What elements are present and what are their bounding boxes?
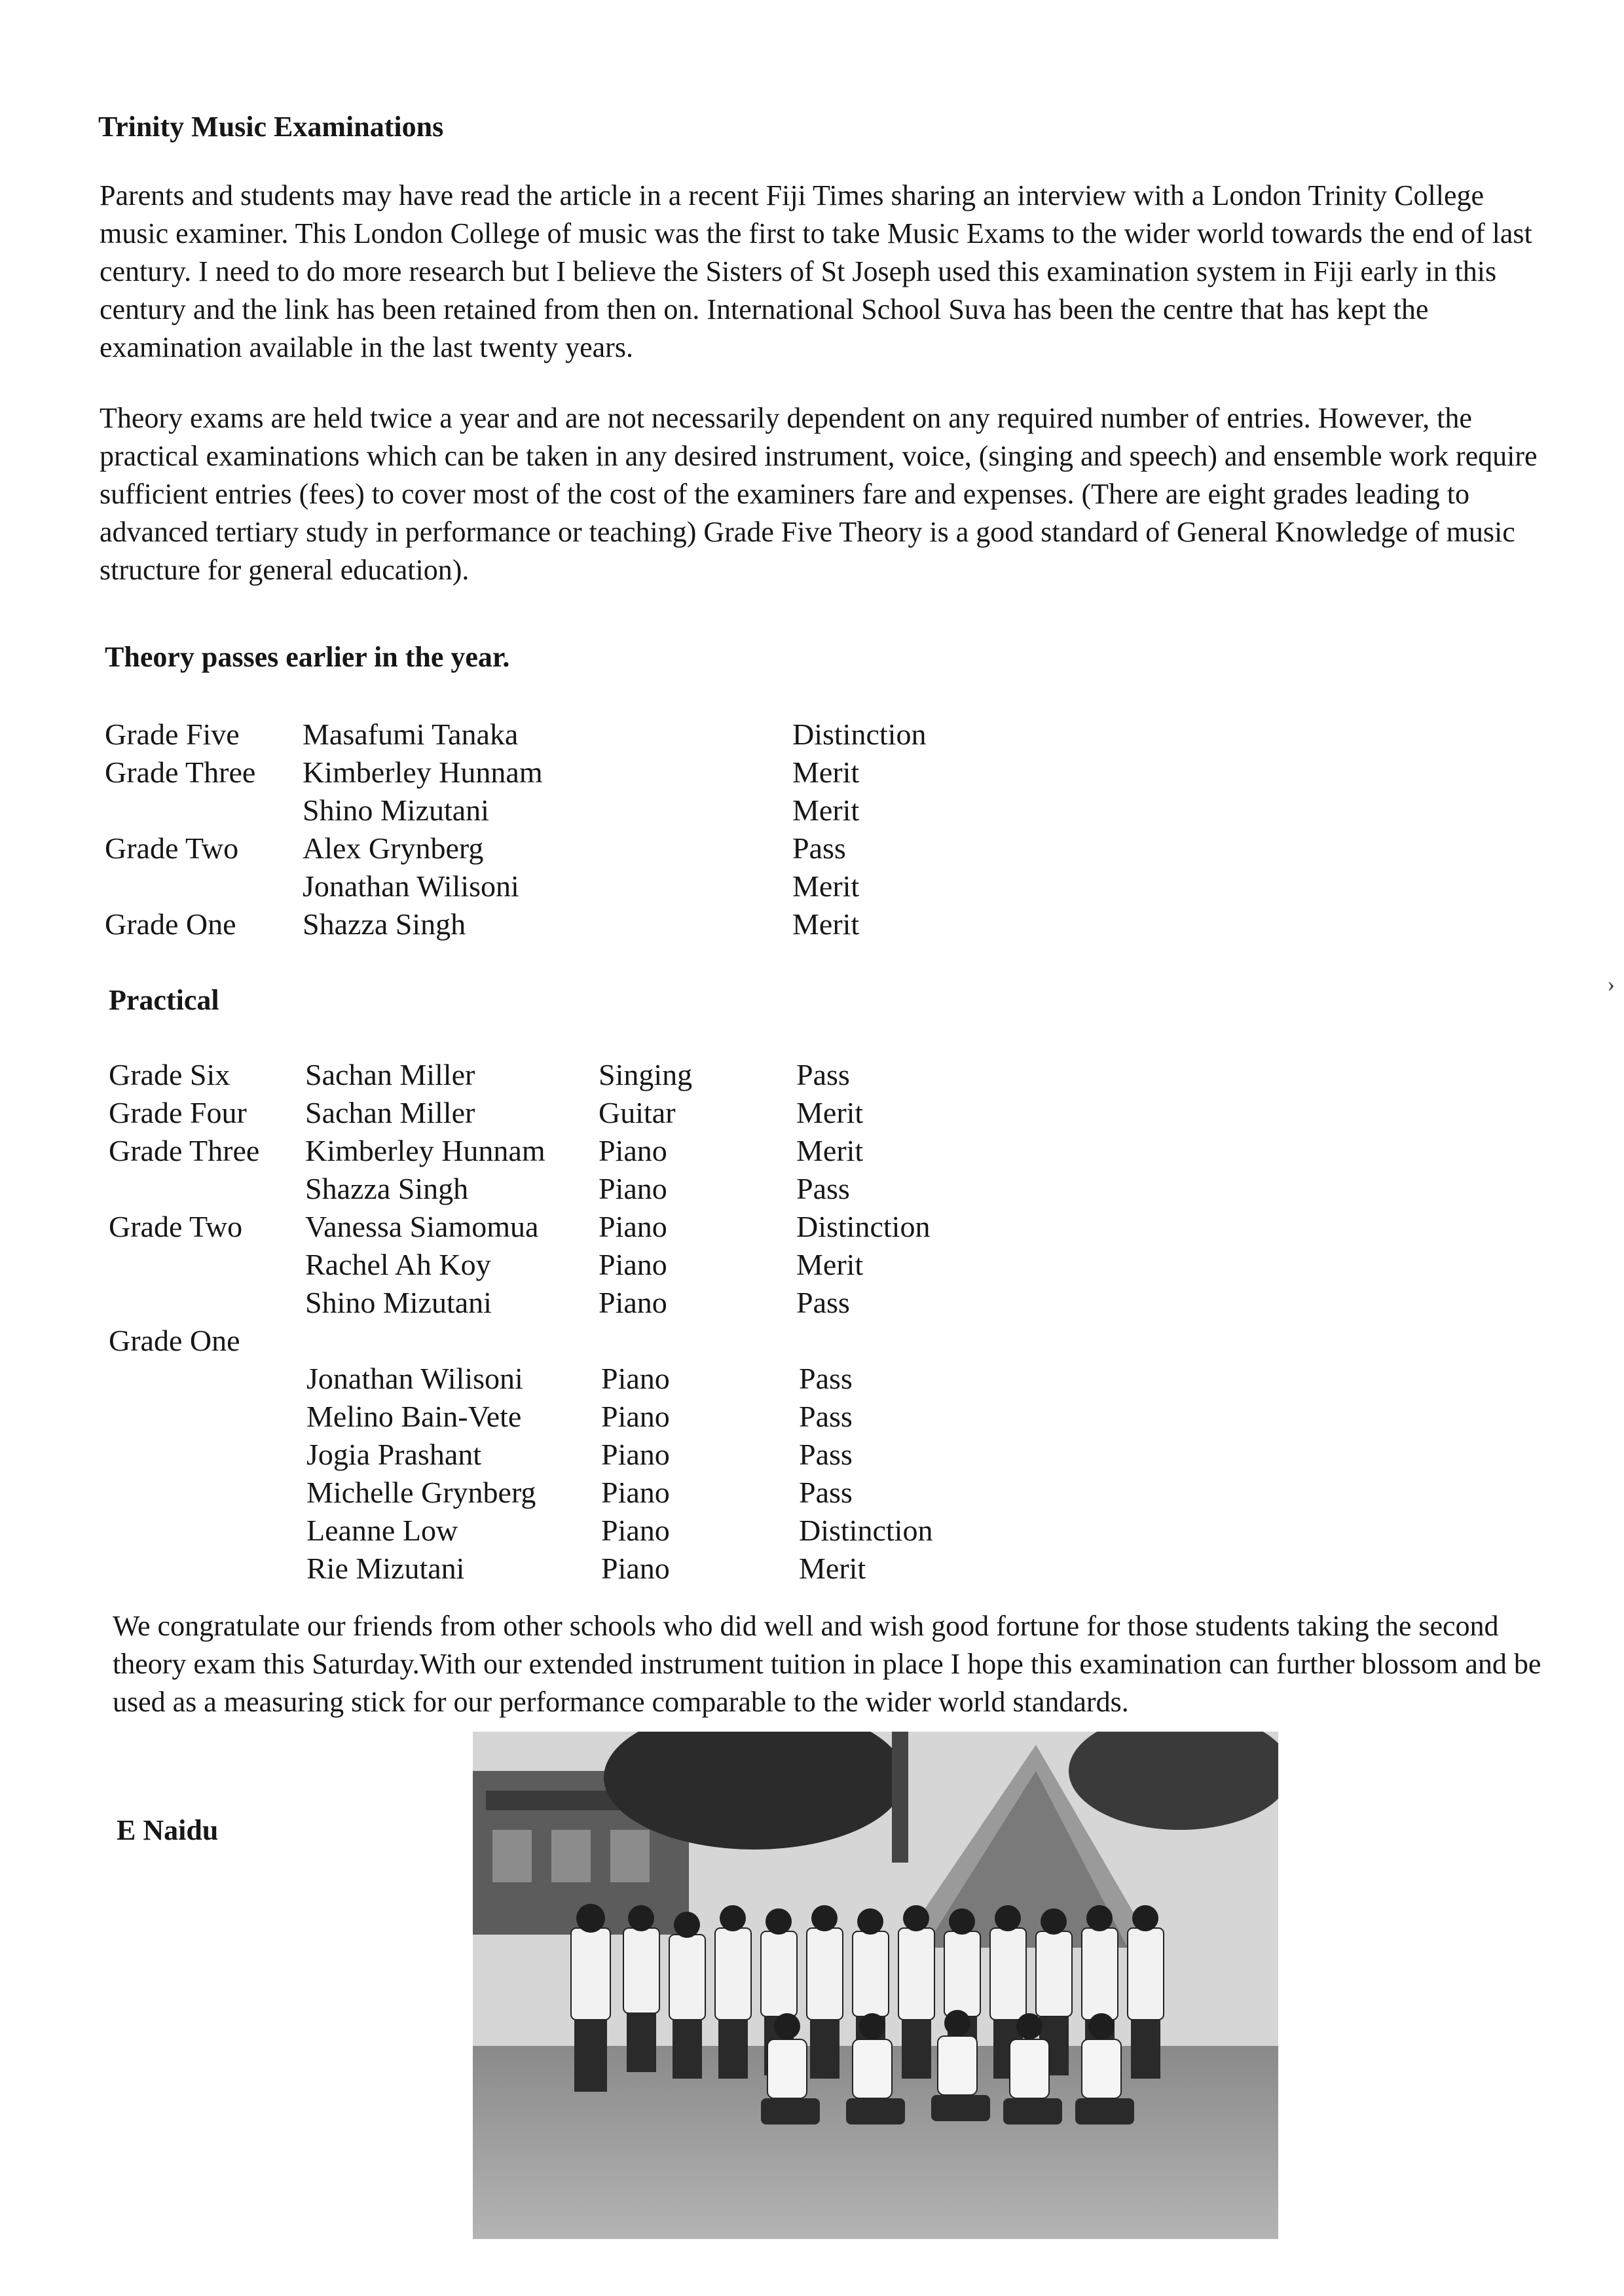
result-cell: Distinction — [792, 718, 927, 751]
result-cell: Pass — [799, 1438, 853, 1471]
grade-cell: Grade One — [105, 907, 236, 941]
name-cell: Jogia Prashant — [306, 1438, 482, 1471]
result-cell: Merit — [792, 756, 860, 789]
instrument-cell: Piano — [599, 1134, 667, 1167]
result-cell: Distinction — [796, 1210, 931, 1243]
name-cell: Masafumi Tanaka — [303, 718, 519, 751]
result-cell: Pass — [799, 1476, 853, 1509]
result-cell: Pass — [792, 831, 846, 865]
name-cell: Shino Mizutani — [305, 1286, 492, 1319]
grade-cell: Grade Six — [109, 1058, 231, 1091]
result-cell: Merit — [792, 907, 860, 941]
result-cell: Merit — [792, 869, 860, 903]
name-cell: Melino Bain-Vete — [306, 1400, 522, 1433]
instrument-cell: Guitar — [599, 1096, 676, 1129]
grade-cell: Grade Two — [109, 1210, 243, 1243]
name-cell: Vanessa Siamomua — [305, 1210, 539, 1243]
grade-cell: Grade One — [109, 1324, 240, 1357]
name-cell: Jonathan Wilisoni — [306, 1362, 523, 1395]
instrument-cell: Piano — [599, 1248, 667, 1281]
name-cell: Jonathan Wilisoni — [303, 869, 519, 903]
scan-edge-mark: › — [1607, 972, 1615, 996]
name-cell: Kimberley Hunnam — [305, 1134, 545, 1167]
name-cell: Sachan Miller — [305, 1096, 475, 1129]
grade-cell: Grade Three — [105, 756, 256, 789]
result-cell: Pass — [796, 1286, 850, 1319]
result-cell: Pass — [799, 1400, 853, 1433]
instrument-cell: Piano — [601, 1514, 670, 1547]
instrument-cell: Piano — [601, 1362, 670, 1395]
name-cell: Rachel Ah Koy — [305, 1248, 491, 1281]
result-cell: Merit — [799, 1552, 866, 1585]
instrument-cell: Piano — [601, 1552, 670, 1585]
name-cell: Alex Grynberg — [303, 831, 484, 865]
name-cell: Sachan Miller — [305, 1058, 475, 1091]
instrument-cell: Piano — [599, 1210, 667, 1243]
theory-info-paragraph: Theory exams are held twice a year and are not necessarily dependent on any required number of entries. However, the practical examinations which can be taken in any desired instrument, voice, (singing and speech) and ensemble work require sufficient entries (fees) to cover most of the cost of the examiners fare and expenses. (There are eight grades leading to advanced tertiary study in performance or teaching) Grade Five Theory is a good standard of General Knowledge of music structure for general education). — [100, 402, 1538, 586]
practical-heading: Practical — [109, 984, 219, 1016]
result-cell: Pass — [796, 1172, 850, 1205]
name-cell: Shino Mizutani — [303, 793, 489, 827]
result-cell: Merit — [796, 1248, 864, 1281]
page-title: Trinity Music Examinations — [98, 111, 444, 143]
instrument-cell: Singing — [599, 1058, 693, 1091]
group-photo-icon — [473, 1732, 1278, 2239]
intro-paragraph: Parents and students may have read the article in a recent Fiji Times sharing an interview with a London Trinity College music examiner. This London College of music was the first to take Music Exams to the wider world towards the end of last century. I need to do more research but I believe the Sisters of St Joseph used this examination system in Fiji early in this century and the link has been retained from then on. International School Suva has been the centre that has kept the examination available in the last twenty years. — [100, 179, 1532, 363]
signature: E Naidu — [117, 1814, 219, 1846]
result-cell: Pass — [799, 1362, 853, 1395]
closing-paragraph: We congratulate our friends from other schools who did well and wish good fortune for those students taking the second theory exam this Saturday.With our extended instrument tuition in place I hope this examination can further blossom and be used as a measuring stick for our performance comparable to the wider world standards. — [113, 1610, 1541, 1718]
instrument-cell: Piano — [599, 1286, 667, 1319]
name-cell: Rie Mizutani — [306, 1552, 465, 1585]
result-cell: Merit — [796, 1134, 864, 1167]
result-cell: Pass — [796, 1058, 850, 1091]
instrument-cell: Piano — [601, 1476, 670, 1509]
instrument-cell: Piano — [601, 1438, 670, 1471]
instrument-cell: Piano — [601, 1400, 670, 1433]
result-cell: Merit — [796, 1096, 864, 1129]
name-cell: Shazza Singh — [305, 1172, 469, 1205]
result-cell: Merit — [792, 793, 860, 827]
name-cell: Michelle Grynberg — [306, 1476, 536, 1509]
grade-cell: Grade Five — [105, 718, 240, 751]
theory-heading: Theory passes earlier in the year. — [105, 641, 510, 673]
grade-cell: Grade Three — [109, 1134, 260, 1167]
grade-cell: Grade Four — [109, 1096, 247, 1129]
result-cell: Distinction — [799, 1514, 933, 1547]
instrument-cell: Piano — [599, 1172, 667, 1205]
grade-cell: Grade Two — [105, 831, 239, 865]
name-cell: Leanne Low — [306, 1514, 458, 1547]
name-cell: Kimberley Hunnam — [303, 756, 543, 789]
name-cell: Shazza Singh — [303, 907, 466, 941]
